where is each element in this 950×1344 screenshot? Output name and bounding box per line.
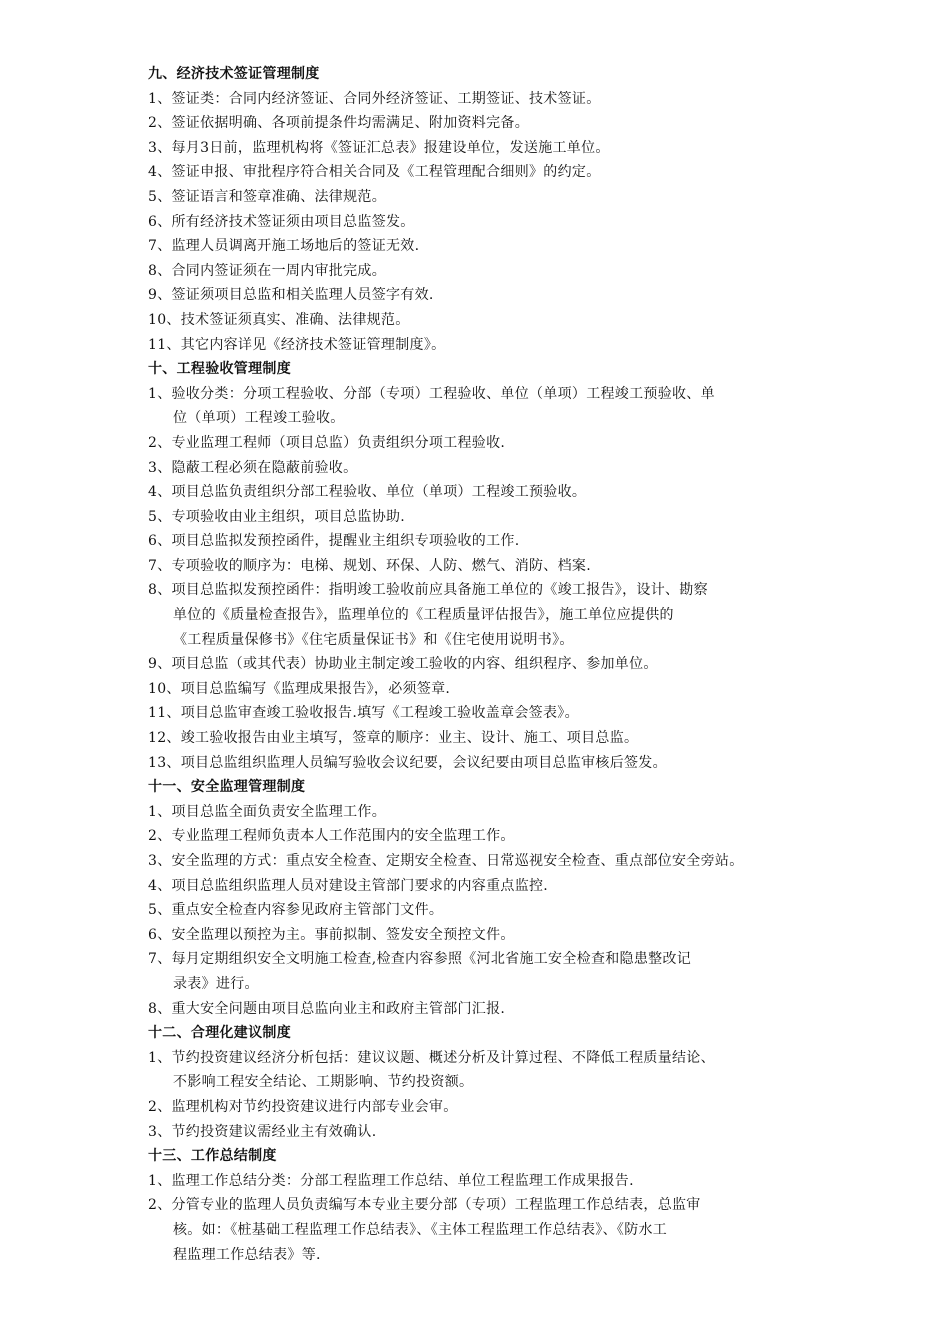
section-heading: 十二、合理化建议制度 bbox=[148, 1025, 291, 1042]
list-item: 13、项目总监组织监理人员编写验收会议纪要，会议纪要由项目总监审核后签发。 bbox=[148, 754, 667, 771]
list-item: 1、项目总监全面负责安全监理工作。 bbox=[148, 803, 387, 820]
list-item: 6、安全监理以预控为主。事前拟制、签发安全预控文件。 bbox=[148, 926, 515, 943]
list-item: 9、签证须项目总监和相关监理人员签字有效. bbox=[148, 287, 434, 304]
section-heading: 九、经济技术签证管理制度 bbox=[148, 66, 320, 82]
list-item: 8、重大安全问题由项目总监向业主和政府主管部门汇报. bbox=[148, 1000, 506, 1017]
list-item: 7、专项验收的顺序为：电梯、规划、环保、人防、燃气、消防、档案. bbox=[148, 557, 591, 574]
list-item: 11、其它内容详见《经济技术签证管理制度》。 bbox=[148, 336, 446, 353]
list-item: 10、项目总监编写《监理成果报告》，必须签章. bbox=[148, 680, 451, 697]
list-item: 1、监理工作总结分类：分部工程监理工作总结、单位工程监理工作成果报告. bbox=[148, 1172, 634, 1189]
list-item: 2、专业监理工程师（项目总监）负责组织分项工程验收. bbox=[148, 434, 506, 451]
list-item: 4、项目总监负责组织分部工程验收、单位（单项）工程竣工预验收。 bbox=[148, 484, 587, 501]
list-item: 1、验收分类：分项工程验收、分部（专项）工程验收、单位（单项）工程竣工预验收、单 bbox=[148, 385, 715, 402]
list-item: 5、专项验收由业主组织，项目总监协助. bbox=[148, 508, 406, 525]
list-item: 5、重点安全检查内容参见政府主管部门文件。 bbox=[148, 902, 444, 919]
list-item: 2、分管专业的监理人员负责编写本专业主要分部（专项）工程监理工作总结表，总监审 bbox=[148, 1197, 701, 1214]
document-body bbox=[148, 62, 808, 1267]
section-heading: 十、工程验收管理制度 bbox=[148, 361, 291, 378]
list-item: 3、安全监理的方式：重点安全检查、定期安全检查、日常巡视安全检查、重点部位安全旁站。 bbox=[148, 853, 744, 869]
list-item: 4、签证申报、审批程序符合相关合同及《工程管理配合细则》的约定。 bbox=[148, 164, 601, 181]
section-heading: 十三、工作总结制度 bbox=[148, 1148, 277, 1165]
list-item: 9、项目总监（或其代表）协助业主制定竣工验收的内容、组织程序、参加单位。 bbox=[148, 656, 658, 673]
list-item: 6、项目总监拟发预控函件，提醒业主组织专项验收的工作. bbox=[148, 533, 520, 550]
list-item-continuation: 程监理工作总结表》等. bbox=[173, 1246, 321, 1263]
list-item: 7、每月定期组织安全文明施工检查,检查内容参照《河北省施工安全检查和隐患整改记 bbox=[148, 951, 692, 968]
list-item: 5、签证语言和签章准确、法律规范。 bbox=[148, 188, 387, 205]
section-heading: 十一、安全监理管理制度 bbox=[148, 779, 306, 796]
list-item-continuation: 不影响工程安全结论、工期影响、节约投资额。 bbox=[173, 1074, 474, 1091]
list-item: 4、项目总监组织监理人员对建设主管部门要求的内容重点监控. bbox=[148, 877, 549, 894]
list-item: 2、签证依据明确、各项前提条件均需满足、附加资料完备。 bbox=[148, 115, 530, 132]
list-item: 3、每月3日前，监理机构将《签证汇总表》报建设单位，发送施工单位。 bbox=[148, 139, 610, 156]
list-item: 1、节约投资建议经济分析包括：建议议题、概述分析及计算过程、不降低工程质量结论、 bbox=[148, 1049, 715, 1066]
list-item: 3、节约投资建议需经业主有效确认. bbox=[148, 1123, 377, 1140]
list-item: 2、监理机构对节约投资建议进行内部专业会审。 bbox=[148, 1098, 458, 1115]
list-item-continuation: 录表》进行。 bbox=[173, 975, 259, 992]
list-item-continuation: 位（单项）工程竣工验收。 bbox=[173, 410, 345, 427]
list-item: 1、签证类：合同内经济签证、合同外经济签证、工期签证、技术签证。 bbox=[148, 90, 601, 107]
list-item: 3、隐蔽工程必须在隐蔽前验收。 bbox=[148, 459, 358, 476]
list-item: 10、技术签证须真实、准确、法律规范。 bbox=[148, 311, 410, 328]
list-item-continuation: 《工程质量保修书》《住宅质量保证书》和《住宅使用说明书》。 bbox=[173, 631, 574, 648]
list-item-continuation: 单位的《质量检查报告》，监理单位的《工程质量评估报告》，施工单位应提供的 bbox=[173, 607, 674, 624]
list-item: 12、竣工验收报告由业主填写，签章的顺序：业主、设计、施工、项目总监。 bbox=[148, 730, 639, 747]
list-item: 8、合同内签证须在一周内审批完成。 bbox=[148, 262, 387, 279]
list-item: 6、所有经济技术签证须由项目总监签发。 bbox=[148, 213, 415, 230]
list-item: 2、专业监理工程师负责本人工作范围内的安全监理工作。 bbox=[148, 828, 515, 845]
list-item: 11、项目总监审查竣工验收报告.填写《工程竣工验收盖章会签表》。 bbox=[148, 705, 579, 722]
list-item: 8、项目总监拟发预控函件：指明竣工验收前应具备施工单位的《竣工报告》，设计、勘察 bbox=[148, 582, 708, 599]
list-item: 7、监理人员调离开施工场地后的签证无效. bbox=[148, 238, 420, 255]
list-item-continuation: 核。如：《桩基础工程监理工作总结表》、《主体工程监理工作总结表》、《防水工 bbox=[173, 1221, 668, 1238]
